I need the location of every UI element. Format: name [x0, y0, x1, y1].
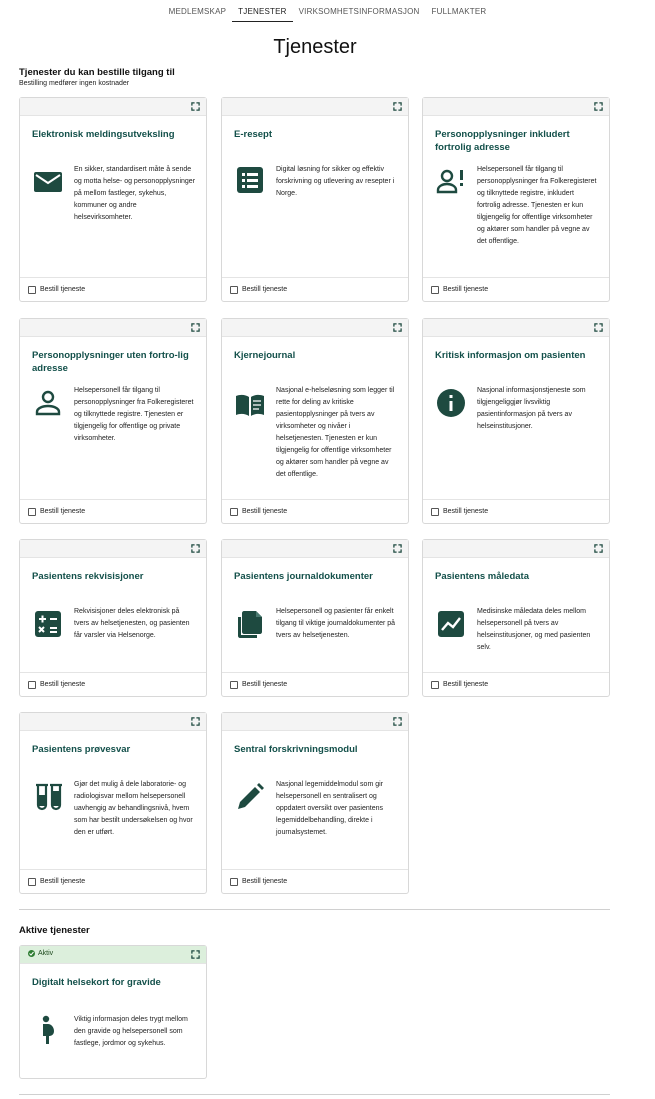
card-header [423, 540, 609, 558]
card-title: Pasientens måledata [435, 571, 529, 582]
checkbox[interactable] [431, 681, 439, 689]
order-service-checkbox[interactable] [20, 277, 206, 301]
tab-tjenester[interactable]: TJENESTER [232, 0, 292, 22]
order-service-label: Bestill tjeneste [40, 508, 86, 515]
card-description: Nasjonal legemiddelmodul som gir helsepersonell en sentralisert og oppdatert oversikt over pasientens legemiddelbehandling, direkte i journalsystemet. [276, 781, 384, 836]
section-divider [19, 909, 610, 910]
card-title: Elektronisk meldingsutveksling [32, 129, 175, 140]
order-service-label: Bestill tjeneste [242, 681, 288, 688]
expand-icon[interactable] [393, 102, 402, 111]
order-service-label: Bestill tjeneste [40, 878, 86, 885]
card-header [20, 713, 206, 731]
top-navigation [0, 0, 655, 22]
service-card-personopplysninger-uten [19, 318, 207, 524]
documents-icon [234, 608, 266, 640]
checkbox[interactable] [230, 681, 238, 689]
pencil-icon [234, 781, 266, 813]
checkbox[interactable] [431, 508, 439, 516]
service-card-personopplysninger-inkludert [422, 97, 610, 302]
order-service-label: Bestill tjeneste [242, 878, 288, 885]
envelope-icon [32, 166, 64, 198]
order-service-checkbox[interactable] [222, 499, 408, 523]
list-icon [234, 164, 266, 196]
card-title: Sentral forskrivningsmodul [234, 744, 358, 755]
order-service-label: Bestill tjeneste [40, 681, 86, 688]
card-header [20, 540, 206, 558]
bottom-divider [19, 1094, 610, 1095]
checkbox[interactable] [28, 508, 36, 516]
service-card-e-resept [221, 97, 409, 302]
calculator-icon [32, 608, 64, 640]
card-title: Kritisk informasjon om pasienten [435, 350, 586, 361]
card-header [222, 319, 408, 337]
service-card-sentral-forskrivningsmodul [221, 712, 409, 894]
card-header [20, 946, 206, 964]
order-service-checkbox[interactable] [222, 277, 408, 301]
card-description: Helsepersonell får tilgang til personopplysninger fra Folkeregisteret og tilknyttede registre, inkludert fortrolig adresse. Tjenesten er kun tilgjengelig for offentlige virksomheter og aktører som handler på vegne av det offentlige. [477, 166, 597, 245]
order-service-label: Bestill tjeneste [40, 286, 86, 293]
checkbox[interactable] [431, 286, 439, 294]
page-title: Tjenester [273, 36, 357, 58]
checkbox[interactable] [230, 878, 238, 886]
person-icon [32, 387, 64, 419]
card-header [20, 98, 206, 116]
check-icon [28, 950, 35, 957]
checkbox[interactable] [230, 286, 238, 294]
card-description: Rekvisisjoner deles elektronisk på tvers av helsetjenesten, og pasienten får varsler via Helsenorge. [74, 608, 190, 639]
card-title: Pasientens rekvisisjoner [32, 571, 144, 582]
card-description: Nasjonal informasjonstjeneste som tilgjengeliggjør livsviktig pasientinformasjon på tvers av helseinstitusjoner. [477, 387, 586, 430]
expand-icon[interactable] [191, 323, 200, 332]
order-service-checkbox[interactable] [423, 277, 609, 301]
card-header [222, 713, 408, 731]
expand-icon[interactable] [594, 323, 603, 332]
pregnant-icon [32, 1014, 64, 1046]
status-badge-label: Aktiv [38, 950, 54, 957]
order-service-label: Bestill tjeneste [443, 508, 489, 515]
status-badge [28, 950, 53, 957]
card-header [20, 319, 206, 337]
checkbox[interactable] [28, 878, 36, 886]
card-title: Kjernejournal [234, 350, 296, 361]
info-icon [435, 387, 467, 419]
card-description: Gjør det mulig å dele laboratorie- og radiologisvar mellom helsepersonell uavhengig av behandlingsnivå, hvem som har bestilt undersøkelsen og hvor den er utført. [74, 781, 193, 836]
test-tubes-icon [32, 781, 64, 813]
card-description: Helsepersonell og pasienter får enkelt tilgang til viktige journaldokumenter på tvers av helsetjenesten. [276, 608, 396, 639]
active-services-heading: Aktive tjenester [19, 925, 90, 936]
card-title: E-resept [234, 129, 273, 140]
service-card-elektronisk-meldingsutveksling [19, 97, 207, 302]
expand-icon[interactable] [191, 544, 200, 553]
order-service-checkbox[interactable] [20, 869, 206, 893]
expand-icon[interactable] [191, 950, 200, 959]
expand-icon[interactable] [191, 717, 200, 726]
order-service-label: Bestill tjeneste [443, 681, 489, 688]
expand-icon[interactable] [191, 102, 200, 111]
order-service-label: Bestill tjeneste [443, 286, 489, 293]
service-card-kjernejournal [221, 318, 409, 524]
card-description: Helsepersonell får tilgang til personopplysninger fra Folkeregisteret og tilknyttede registre. Tjenesten er tilgjengelig for offentlige og private virksomheter. [74, 387, 194, 442]
service-card-kritisk-informasjon [422, 318, 610, 524]
order-service-checkbox[interactable] [222, 869, 408, 893]
order-service-label: Bestill tjeneste [242, 508, 288, 515]
service-card-pasientens-maledata [422, 539, 610, 697]
expand-icon[interactable] [393, 544, 402, 553]
order-service-checkbox[interactable] [423, 499, 609, 523]
checkbox[interactable] [28, 681, 36, 689]
service-card-digitalt-helsekort [19, 945, 207, 1079]
order-service-checkbox[interactable] [20, 672, 206, 696]
card-title: Personopplysninger inkludert fortrolig adresse [435, 129, 570, 153]
available-services-subheading: Bestilling medfører ingen kostnader [19, 80, 130, 87]
checkbox[interactable] [28, 286, 36, 294]
card-header [423, 98, 609, 116]
service-card-pasientens-provesvar [19, 712, 207, 894]
tab-virksomhetsinformasjon[interactable]: VIRKSOMHETSINFORMASJON [298, 7, 420, 16]
service-card-pasientens-journaldokumenter [221, 539, 409, 697]
card-header [423, 319, 609, 337]
expand-icon[interactable] [594, 102, 603, 111]
expand-icon[interactable] [393, 323, 402, 332]
card-header [222, 98, 408, 116]
service-card-pasientens-rekvisisjoner [19, 539, 207, 697]
expand-icon[interactable] [393, 717, 402, 726]
card-description: En sikker, standardisert måte å sende og motta helse- og personopplysninger på mellom fastleger, sykehus, kommuner og andre helsevirksomheter. [74, 166, 196, 221]
card-title: Pasientens prøvesvar [32, 744, 131, 755]
card-header [222, 540, 408, 558]
card-description: Viktig informasjon deles trygt mellom den gravide og helsepersonell som fastlege, jordmor og sykehus. [74, 1016, 188, 1047]
card-title: Personopplysninger uten fortro-lig adresse [32, 350, 189, 374]
available-services-heading: Tjenester du kan bestille tilgang til [19, 67, 175, 78]
card-title: Pasientens journaldokumenter [234, 571, 373, 582]
tab-fullmakter[interactable]: FULLMAKTER [431, 7, 487, 16]
person-alert-icon [435, 166, 467, 198]
order-service-checkbox[interactable] [222, 672, 408, 696]
open-book-icon [234, 389, 266, 421]
card-description: Nasjonal e-helseløsning som legger til rette for deling av kritiske pasientopplysninger på tvers av virksomheter og nivåer i helsetjenesten. Tjenesten er kun tilgjengelig for offentlige virksomheter og aktører som handler på vegne av det offentlige. [276, 387, 395, 478]
checkbox[interactable] [230, 508, 238, 516]
tab-medlemskap[interactable]: MEDLEMSKAP [168, 7, 227, 16]
card-description: Digital løsning for sikker og effektiv forskrivning og utlevering av resepter i Norge. [276, 166, 395, 197]
order-service-label: Bestill tjeneste [242, 286, 288, 293]
order-service-checkbox[interactable] [20, 499, 206, 523]
card-description: Medisinske måledata deles mellom helsepersonell på tvers av helseinstitusjoner, og med pasienten selv. [477, 608, 591, 651]
expand-icon[interactable] [594, 544, 603, 553]
trend-chart-icon [435, 608, 467, 640]
card-title: Digitalt helsekort for gravide [32, 977, 161, 988]
order-service-checkbox[interactable] [423, 672, 609, 696]
